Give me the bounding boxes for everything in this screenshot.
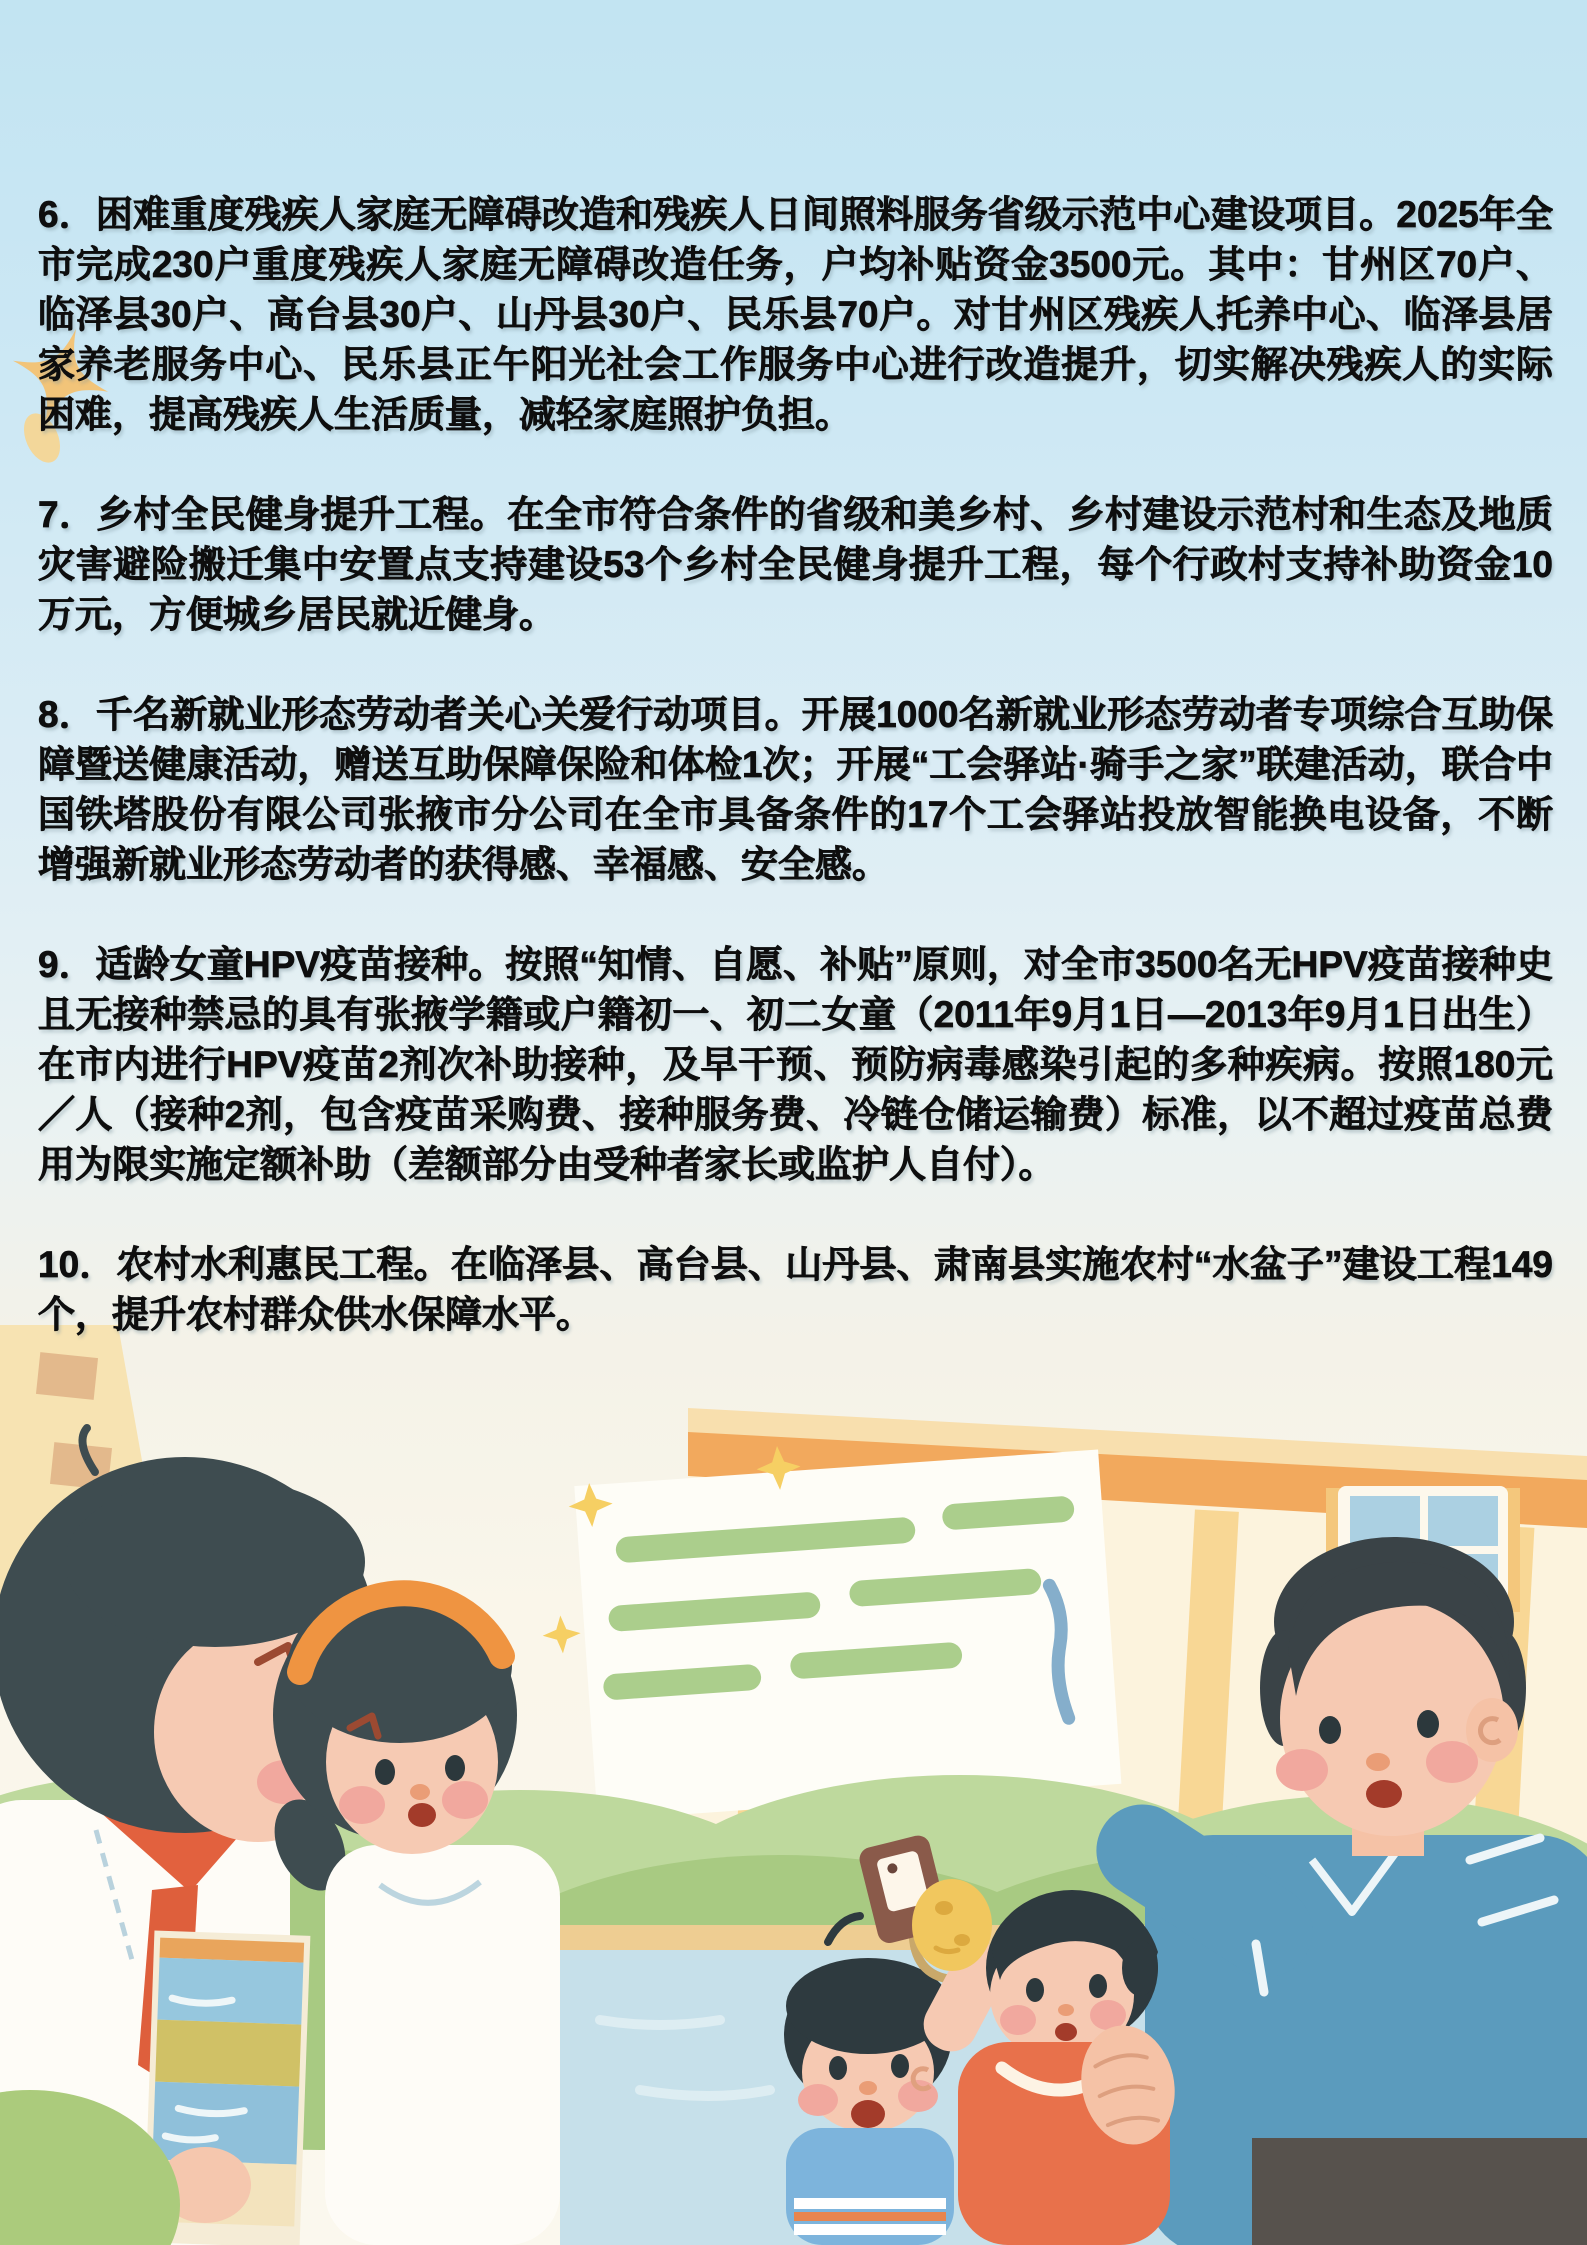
paragraph-7: 7．乡村全民健身提升工程。在全市符合条件的省级和美乡村、乡村建设示范村和生态及地质灾害避险搬迁集中安置点支持建设53个乡村全民健身提升工程，每个行政村支持补助资金10万元，方便城乡居民就近健身。 [38,494,1553,635]
bottom-illustration [0,1300,1587,2245]
toy-duck [912,1879,992,1971]
paragraph-8: 8．千名新就业形态劳动者关心关爱行动项目。开展1000名新就业形态劳动者专项综合互助保障暨送健康活动，赠送互助保障保险和体检1次；开展“工会驿站·骑手之家”联建活动，联合中国铁塔股份有限公司张掖市分公司在全市具备条件的17个工会驿站投放智能换电设备，不断增强新就业形态劳动者的获得感、幸福感、安全感。 [38,694,1553,885]
paragraph-6: 6．困难重度残疾人家庭无障碍改造和残疾人日间照料服务省级示范中心建设项目。2025年全市完成230户重度残疾人家庭无障碍改造任务，户均补贴资金3500元。其中：甘州区70户、临泽县30户、高台县30户、山丹县30户、民乐县70户。对甘州区残疾人托养中心、临泽县居家养老服务中心、民乐县正午阳光社会工作服务中心进行改造提升，切实解决残疾人的实际困难，提高残疾人生活质量，减轻家庭照护负担。 [38,194,1553,435]
man-pants [1252,2138,1587,2245]
policy-text-block [38,190,1553,1390]
paragraph-10: 10．农村水利惠民工程。在临泽县、高台县、山丹县、肃南县实施农村“水盆子”建设工程149个，提升农村群众供水保障水平。 [38,1244,1553,1335]
notice-board [531,1424,1122,1824]
paragraph-9: 9．适龄女童HPV疫苗接种。按照“知情、自愿、补贴”原则，对全市3500名无HPV疫苗接种史且无接种禁忌的具有张掖学籍或户籍初一、初二女童（2011年9月1日—2013年9月1日出生）在市内进行HPV疫苗2剂次补助接种，及早干预、预防病毒感染引起的多种疾病。按照180元／人（接种2剂，包含疫苗采购费、接种服务费、冷链仓储运输费）标准，以不超过疫苗总费用为限实施定额补助（差额部分由受种者家长或监护人自付）。 [38,944,1553,1185]
girl-shirt [325,1845,560,2245]
